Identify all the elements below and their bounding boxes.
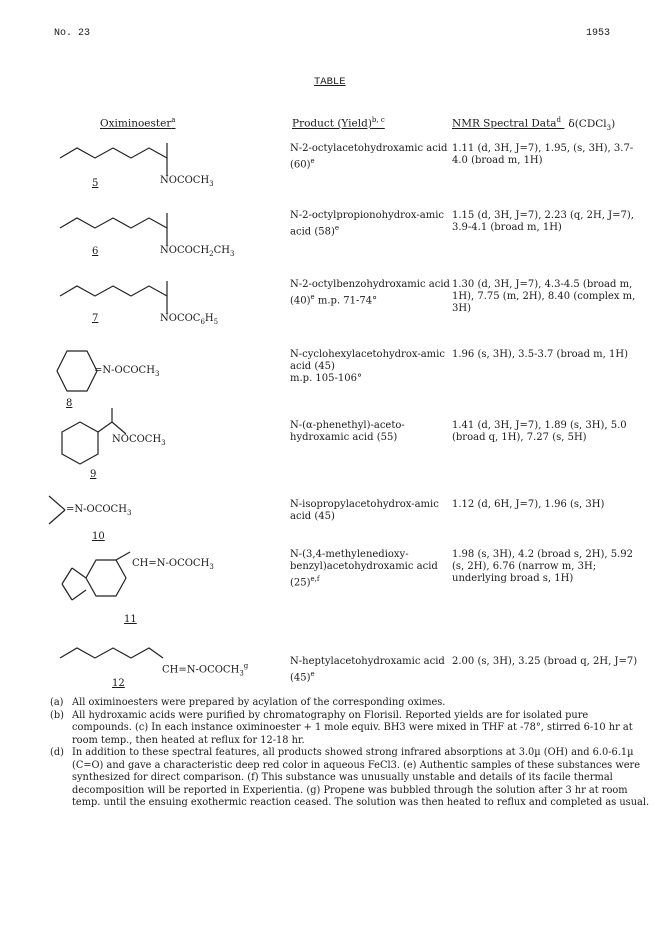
footnote-b-c: (b) All hydroxamic acids were purified by chromatography on Florisil. Reported yields are for isolated pure compounds. (c) In each instance oximinoester + 1 mole equiv. BH3 were mixed in THF at -78°, stirred 6-10 hr at room temp., then heated at reflux for 12-18 hr. [50, 709, 633, 746]
structure-9-number: 9 [90, 469, 97, 480]
column-header-oximinoester: Oximinoester$^a$ [100, 116, 176, 130]
structure-12-number: 12 [112, 678, 125, 689]
structure-8-group: $=N-OCOCH_3$ [94, 365, 160, 378]
structure-5-group: $NOCOCH_3$ [160, 175, 214, 188]
footnote-a: (a) All oximinoesters were prepared by acylation of the corresponding oximes. [50, 697, 446, 708]
product-12: N-heptylacetohydroxamic acid $(45)^e$ [290, 656, 445, 684]
nmr-12: 2.00 (s, 3H), 3.25 (broad q, 2H, J=7) [452, 656, 638, 667]
nmr-7: 1.30 (d, 3H, J=7), 4.3-4.5 (broad m, 1H), 7.75 (m, 2H), 8.40 (complex m, 3H) [452, 279, 636, 314]
nmr-11: 1.98 (s, 3H), 4.2 (broad s, 2H), 5.92 (s, 2H), 6.76 (narrow m, 3H; underlying broad s, 1H) [452, 549, 634, 584]
page-number: 1953 [586, 28, 611, 39]
column-header-product: Product (Yield)$^{b, c}$ [292, 116, 385, 130]
structure-11-number: 11 [124, 614, 137, 625]
footnote-d-g: (d) In addition to these spectral features, all products showed strong infrared absorptions at 3.0µ (OH) and 6.0-6.1µ (C=O) and gave a characteristic deep red color in aqueous FeCl3. (e) Authentic samples of these substances were synthesized for direct comparison. (f) This substance was unusually unstable and details of its facile thermal decomposition will be reported in Experientia. (g) Propene was bubbled through the solution after 3 hr at room temp. until the ensuing exothermic reaction ceased. The solution was then heated to reflux and completed as usual. [50, 747, 650, 808]
footnotes [50, 697, 650, 810]
nmr-8: 1.96 (s, 3H), 3.5-3.7 (broad m, 1H) [452, 349, 629, 360]
structure-12-group: $CH=N-OCOCH_3^g$ [162, 662, 249, 678]
product-6: N-2-octylpropionohydrox-amic acid $(58)^e$ [290, 210, 445, 238]
structure-10-group: $=N-OCOCH_3$ [66, 504, 132, 517]
structure-7-group: $NOCOC_6H_5$ [160, 313, 219, 326]
structure-11-group: $CH=N-OCOCH_3$ [132, 558, 214, 571]
structure-12 [55, 642, 175, 682]
structure-10-number: 10 [92, 531, 105, 542]
page-issue-number: No. 23 [54, 28, 91, 39]
nmr-9: 1.41 (d, 3H, J=7), 1.89 (s, 3H), 5.0 (broad q, 1H), 7.27 (s, 5H) [452, 420, 627, 443]
structure-6-group: $NOCOCH_2CH_3$ [160, 245, 235, 258]
structure-5-number: 5 [92, 178, 99, 189]
product-10: N-isopropylacetohydrox-amic acid (45) [290, 499, 439, 522]
structure-7-number: 7 [92, 313, 99, 324]
product-7: N-2-octylbenzohydroxamic acid $(40)^e$ m.p. 71-74° [290, 279, 450, 307]
structure-9-group: $NOCOCH_3$ [112, 434, 166, 447]
nmr-5: 1.11 (d, 3H, J=7), 1.95, (s, 3H), 3.7-4.0 (broad m, 1H) [452, 143, 634, 166]
nmr-6: 1.15 (d, 3H, J=7), 2.23 (q, 2H, J=7), 3.9-4.1 (broad m, 1H) [452, 210, 634, 233]
structure-8-number: 8 [66, 398, 73, 409]
nmr-10: 1.12 (d, 6H, J=7), 1.96 (s, 3H) [452, 499, 605, 510]
product-11: N-(3,4-methylenedioxy-benzyl)acetohydroxamic acid $(25)^{e,f}$ [290, 549, 438, 589]
product-8: N-cyclohexylacetohydrox-amic acid (45) m.p. 105-106° [290, 349, 445, 384]
product-9: N-(α-phenethyl)-aceto-hydroxamic acid (55) [290, 420, 405, 443]
column-header-nmr: NMR Spectral Data$^d$ δ(CDCl$_3$) [452, 116, 616, 132]
product-5: N-2-octylacetohydroxamic acid $(60)^e$ [290, 143, 448, 171]
table-title: TABLE [314, 76, 346, 88]
structure-6-number: 6 [92, 246, 99, 257]
